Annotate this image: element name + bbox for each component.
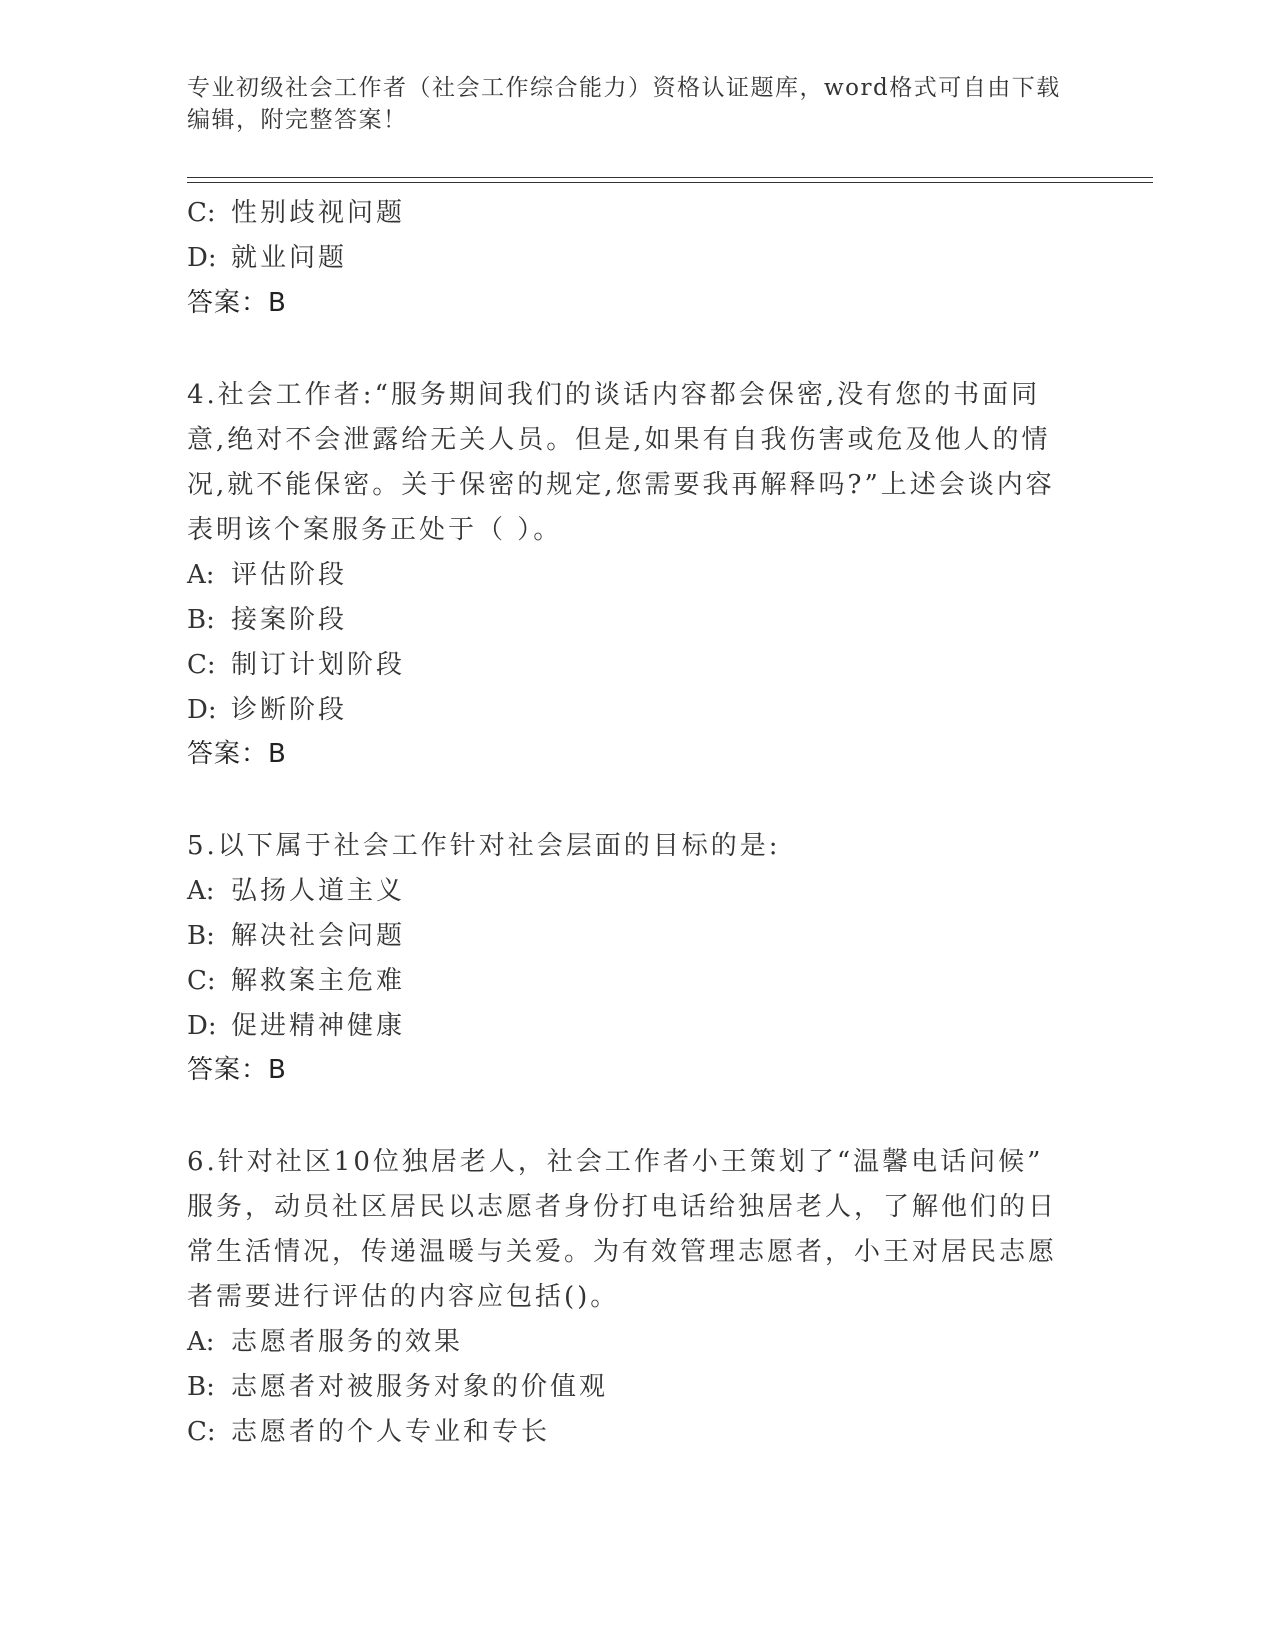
q6-option-c: C: 志愿者的个人专业和专长 <box>187 1417 551 1447</box>
q5-answer: 答案：B <box>187 1055 287 1085</box>
q4-stem-line-3: 况,就不能保密。关于保密的规定,您需要我再解释吗?”上述会谈内容 <box>187 470 1055 500</box>
q6-stem-line-3: 常生活情况，传递温暖与关爱。为有效管理志愿者，小王对居民志愿 <box>187 1237 1058 1267</box>
q4-option-b: B: 接案阶段 <box>187 605 348 635</box>
q3-answer: 答案：B <box>187 288 287 318</box>
q4-stem-line-2: 意,绝对不会泄露给无关人员。但是,如果有自我伤害或危及他人的情 <box>187 425 1051 455</box>
q4-answer: 答案：B <box>187 739 287 769</box>
q6-option-b: B: 志愿者对被服务对象的价值观 <box>187 1372 609 1402</box>
header-line-1: 专业初级社会工作者（社会工作综合能力）资格认证题库，word格式可自由下载 <box>187 75 1061 101</box>
q6-option-a: A: 志愿者服务的效果 <box>187 1327 464 1357</box>
q4-option-c: C: 制订计划阶段 <box>187 650 406 680</box>
q5-option-b: B: 解决社会问题 <box>187 921 406 951</box>
q3-option-d: D: 就业问题 <box>187 243 348 273</box>
q5-option-d: D: 促进精神健康 <box>187 1011 406 1041</box>
q4-option-a: A: 评估阶段 <box>187 560 348 590</box>
q6-stem-line-1: 6.针对社区10位独居老人，社会工作者小王策划了“温馨电话问候” <box>187 1147 1044 1177</box>
q6-stem-line-4: 者需要进行评估的内容应包括()。 <box>187 1282 620 1312</box>
q4-option-d: D: 诊断阶段 <box>187 695 348 725</box>
q3-option-c: C: 性别歧视问题 <box>187 198 406 228</box>
q5-option-a: A: 弘扬人道主义 <box>187 876 406 906</box>
header-line-2: 编辑，附完整答案！ <box>187 107 408 133</box>
q5-stem-line-1: 5.以下属于社会工作针对社会层面的目标的是: <box>187 831 781 861</box>
page-header <box>187 72 1067 136</box>
q4-stem-line-4: 表明该个案服务正处于（ ）。 <box>187 515 563 545</box>
header-rule-top <box>187 177 1153 178</box>
q5-option-c: C: 解救案主危难 <box>187 966 406 996</box>
header-rule-bottom <box>187 182 1153 183</box>
q4-stem-line-1: 4.社会工作者:“服务期间我们的谈话内容都会保密,没有您的书面同 <box>187 380 1041 410</box>
q6-stem-line-2: 服务，动员社区居民以志愿者身份打电话给独居老人，了解他们的日 <box>187 1192 1058 1222</box>
